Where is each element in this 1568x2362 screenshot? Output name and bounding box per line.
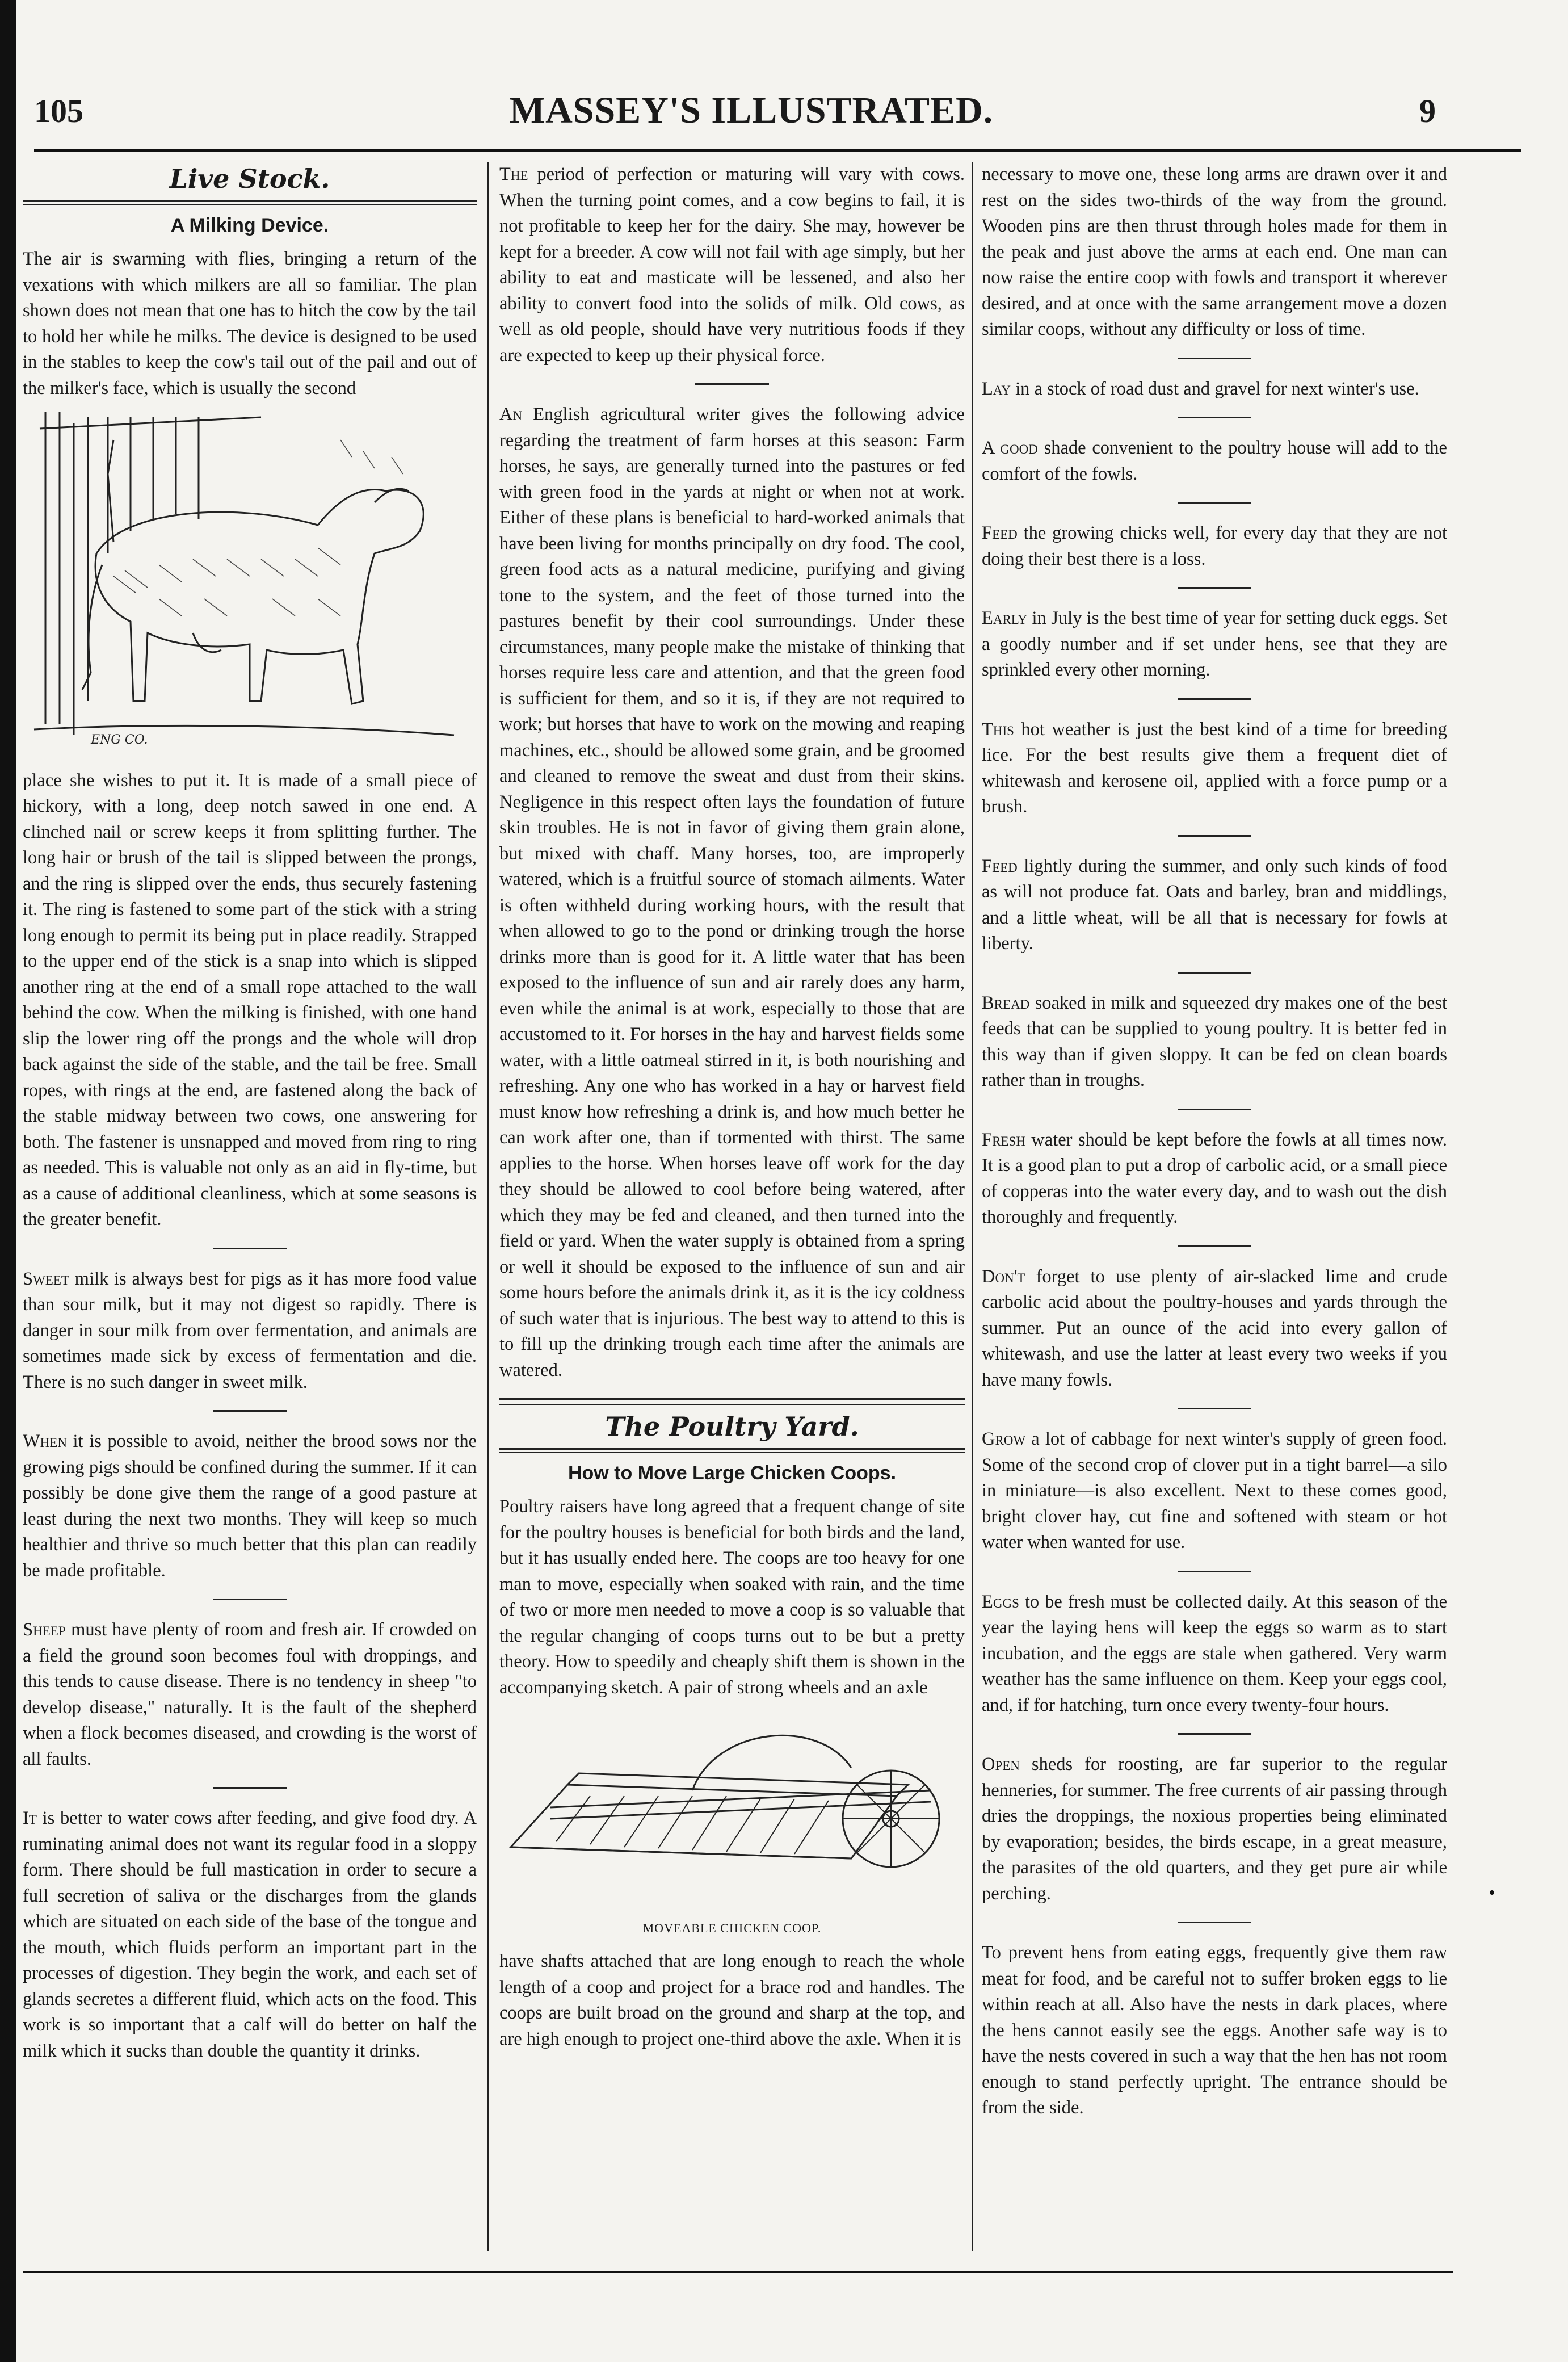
lead-word: Feed (982, 855, 1018, 876)
section-rule (23, 200, 477, 205)
paragraph: Sweet milk is always best for pigs as it has more food value than sour milk, but it may not digest so rapidly. There is danger in sour milk from over fermentation, and animals are sometimes made sick by excess of fermentation and die. There is no such danger in sweet milk. (23, 1268, 477, 1392)
lead-word: Bread (982, 992, 1030, 1013)
separator-rule (213, 1410, 287, 1412)
separator-rule (213, 1599, 287, 1600)
paragraph: Grow a lot of cabbage for next winter's supply of green food. Some of the second crop of clover put in a tight barrel—a silo in miniature—is also excellent. Next to these comes good, bright clover hay, cut fine and softened with steam or hot water when wanted for use. (982, 1429, 1447, 1553)
separator-rule (1178, 1571, 1251, 1572)
paragraph: When it is possible to avoid, neither the brood sows nor the growing pigs should be confined during the summer. If it can possibly be done give them the range of a good pasture at least during the next two months. They will keep so much healthier and thrive so much better that this plan can readily be made profitable. (23, 1431, 477, 1581)
column-rule (487, 162, 489, 2251)
lead-word: Lay (982, 378, 1011, 399)
header-rule (34, 149, 1521, 152)
column-1 (23, 162, 477, 2262)
paragraph: have shafts attached that are long enough to reach the whole length of a coop and project for a brace rod and handles. The coops are built broad on the ground and sharp at the top, and are high enough to project one-third above the axle. When it is (499, 1951, 965, 2049)
paragraph: It is better to water cows after feeding, and give food dry. A ruminating animal does not want its regular food in a sloppy form. There should be full mastication in order to secure a full secretion of saliva or the discharges from the glands which are situated on each side of the base of the tongue and the mouth, which fluids perform an important part in the processes of digestion. They begin the work, and each set of glands secretes a different fluid, which acts on the food. This work is so important that a calf will do better on half the milk which it sucks than double the quantity it drinks. (23, 1808, 477, 2061)
cow-engraving-image (23, 406, 465, 752)
article-title: How to Move Large Chicken Coops. (567, 1462, 897, 1484)
section-rule (499, 1448, 965, 1453)
paragraph: Feed lightly during the summer, and only such kinds of food as will not produce fat. Oats and barley, bran and middlings, and a little wheat, will be all that is necessary for fowls at liberty. (982, 855, 1447, 954)
lead-word: Don't (982, 1266, 1025, 1287)
separator-rule (213, 1787, 287, 1789)
lead-word: Feed (982, 523, 1018, 543)
column-3 (982, 162, 1447, 2262)
paragraph: Eggs to be fresh must be collected daily. At this season of the year the laying hens will keep the eggs so warm as to start incubation, and the eggs are stale when gathered. Very warm weather has the same influence on them. Keep your eggs cool, and, if for hatching, turn once every twenty-four hours. (982, 1591, 1447, 1715)
paragraph: Early in July is the best time of year for setting duck eggs. Set a goodly number and if set under hens, see that they are sprinkled every other morning. (982, 608, 1447, 680)
ink-speck (1490, 1890, 1494, 1895)
lead-word: Open (982, 1754, 1020, 1774)
paragraph: Fresh water should be kept before the fowls at all times now. It is a good plan to put a drop of carbolic acid, or a small piece of copperas into the water every day, and to wash out the dish thoroughly and frequently. (982, 1129, 1447, 1227)
paragraph: The air is swarming with flies, bringing a return of the vexations with which milkers are all so familiar. The plan shown does not mean that one has to hitch the cow by the tail to hold her while he milks. The device is designed to be used in the stables to keep the cow's tail out of the pail and out of the milker's face, which is usually the second (23, 249, 477, 398)
lead-word: An (499, 404, 523, 425)
paragraph: Lay in a stock of road dust and gravel for next winter's use. (982, 378, 1419, 399)
page-number-right: 9 (1419, 92, 1436, 129)
paragraph: place she wishes to put it. It is made of a small piece of hickory, with a long, deep notch sawed in one end. A clinched nail or screw keeps it from splitting further. The long hair or brush of the tail is slipped between the prongs, and the ring is slipped over the ends, thus securely fastening it. The ring is fastened to some part of the stick with a string long enough to permit its being put in place readily. Strapped to the upper end of the stick is a snap into which is slipped another ring at the end of a small rope attached to the wall behind the cow. When the milking is finished, with one hand slip the lower ring off the prongs and the whole will drop back against the side of the stable, and the tail be free. Small ropes, with rings at the end, are fastened along the back of the stable midway between two cows, one answering for both. The fastener is unsnapped and moved from ring to ring as needed. This is valuable not only as an aid in fly-time, but as a cause of additional cleanliness, which at some seasons is the greater benefit. (23, 770, 477, 1230)
column-rule (972, 162, 973, 2251)
lead-word: It (23, 1808, 37, 1828)
paragraph: Poultry raisers have long agreed that a frequent change of site for the poultry houses is beneficial for both birds and the land, but it has usually ended here. The coops are too heavy for one man to move, especially when soaked with rain, and the time of two or more men needed to move a coop is so valuable that the regular changing of coops turns out to be but a pretty theory. How to speedily and cheaply shift them is shown in the accompanying sketch. A pair of strong wheels and an axle (499, 1496, 965, 1698)
section-rule (499, 1398, 965, 1405)
chicken-coop-image (499, 1705, 948, 1904)
page-number-left: 105 (34, 92, 83, 129)
publication-title: MASSEY'S ILLUSTRATED. (509, 90, 994, 131)
separator-rule (1178, 1922, 1251, 1923)
lead-word: Grow (982, 1429, 1026, 1449)
paragraph: An English agricultural writer gives the following advice regarding the treatment of farm horses at this season: Farm horses, he says, are generally turned into the pastures or fed with green food in the yards at night or when not at work. Either of these plans is beneficial to hard-worked animals that have been living for months principally on dry food. The cool, green food acts as a natural medicine, purifying and giving tone to the system, and the feet of those turned into the pastures benefit by their cool surroundings. Under these circumstances, many people make the mistake of thinking that horses require less care and attention, and that the green food is sufficient for them, and so it is, if they are not required to work; but horses that have to work on the mowing and reaping machines, etc., should be allowed some grain, and be groomed and cleaned to remove the sweat and dust from their skins. Negligence in this respect often lays the foundation of future skin troubles. He is not in favor of giving them grain alone, but mixed with chaff. Many horses, too, are improperly watered, which is a fruitful source of stomach ailments. Water is often withheld during working hours, with the result that when allowed to go to the pond or drinking trough the horse drinks more than is good for it. A little water that has been exposed to the influence of sun and air rarely does any harm, even while the animal is at work, especially to those that are accustomed to it. For horses in the hay and harvest fields some water, with a little oatmeal stirred in it, is both nourishing and refreshing. Any one who has worked in a hay or harvest field must know how refreshing a drink is, and how much better he can work after one, than if tormented with thirst. The same applies to the horse. When horses leave off work for the day they should be allowed to cool before being watered, after which they may be fed and cleaned, and then turned into the field or yard. When the water supply is obtained from a spring or well it should be exposed to the influence of sun and air some hours before the animals drink it, as it is the icy coldness of such water that is injurious. The best way to attend to this is to fill up the drinking trough each time after the animals are watered. (499, 404, 965, 1381)
column-2 (499, 162, 965, 2262)
separator-rule (1178, 1733, 1251, 1735)
page-header (34, 85, 1436, 136)
lead-word: Fresh (982, 1129, 1025, 1150)
separator-rule (1178, 1408, 1251, 1409)
separator-rule (1178, 1109, 1251, 1110)
paragraph: Bread soaked in milk and squeezed dry makes one of the best feeds that can be supplied to young poultry. It is better fed in this way than if given sloppy. It can be fed on clean boards rather than in troughs. (982, 992, 1447, 1090)
paragraph: Sheep must have plenty of room and fresh air. If crowded on a field the ground soon becomes foul with droppings, and this tends to cause disease. There is no tendency in sheep "to develop disease," naturally. It is the fault of the shepherd when a flock becomes diseased, and crowding is the worst of all faults. (23, 1620, 477, 1769)
separator-rule (695, 383, 769, 385)
separator-rule (1178, 835, 1251, 837)
paragraph: Feed the growing chicks well, for every day that they are not doing their best there is a loss. (982, 523, 1447, 569)
lead-word: A good (982, 438, 1038, 458)
paragraph: Open sheds for roosting, are far superior to the regular henneries, for summer. The free currents of air passing through dries the droppings, the noxious properties being eliminated by evaporation; besides, the birds escape, in a great measure, the parasites of the old quarters, and they get pure air while perching. (982, 1754, 1447, 1904)
lead-word: Eggs (982, 1591, 1019, 1612)
lead-word: This (982, 719, 1014, 740)
section-heading-poultry-yard: The Poultry Yard. (605, 1411, 859, 1442)
coop-illustration (499, 1705, 965, 1941)
lead-word: Early (982, 608, 1028, 628)
separator-rule (1178, 417, 1251, 418)
cow-illustration (23, 406, 477, 760)
separator-rule (1178, 587, 1251, 589)
footer-rule (23, 2271, 1453, 2273)
separator-rule (1178, 358, 1251, 359)
paragraph: A good shade convenient to the poultry house will add to the comfort of the fowls. (982, 438, 1447, 484)
separator-rule (1178, 502, 1251, 504)
separator-rule (1178, 1245, 1251, 1247)
lead-word: The (499, 164, 528, 184)
paragraph: The period of perfection or maturing will vary with cows. When the turning point comes, and a cow begins to fail, it is not profitable to keep her for the dairy. She may, however be kept for a breeder. A cow will not fail with age simply, but her ability to eat and masticate will be lessened, and also her ability to convert food into the solids of milk. Old cows, as well as old people, should have very nutritious foods if they are expected to keep up their physical force. (499, 164, 965, 366)
article-title: A Milking Device. (170, 214, 329, 236)
paragraph: Don't forget to use plenty of air-slacked lime and crude carbolic acid about the poultry-houses and yards through the summer. Put an ounce of the acid into every gallon of whitewash, and use the latter at least every two weeks if you have many fowls. (982, 1266, 1447, 1390)
separator-rule (1178, 972, 1251, 974)
lead-word: Sweet (23, 1268, 69, 1289)
page-left-edge (0, 0, 16, 2362)
paragraph: necessary to move one, these long arms are drawn over it and rest on the sides two-thirds of the way from the ground. Wooden pins are then thrust through holes made for them in the peak and just above the arms at each end. One man can now raise the entire coop with fowls and transport it wherever desired, and at once with the same arrangement move a dozen similar coops, without any difficulty or loss of time. (982, 164, 1447, 339)
separator-rule (213, 1248, 287, 1249)
separator-rule (1178, 698, 1251, 700)
lead-word: Sheep (23, 1620, 66, 1640)
paragraph: This hot weather is just the best kind of a time for breeding lice. For the best results give them a frequent diet of whitewash and kerosene oil, applied with a force pump or a brush. (982, 719, 1447, 817)
figure-caption: MOVEABLE CHICKEN COOP. (642, 1920, 822, 1935)
paragraph: To prevent hens from eating eggs, frequently give them raw meat for food, and be careful not to suffer broken eggs to lie within reach at all. Also have the nests in dark places, where the hens cannot easily see the eggs. Another safe way is to have the nests covered in such a way that the hen has not room enough to stand perfectly upright. The entrance should be from the side. (982, 1943, 1447, 2118)
section-heading-live-stock: Live Stock. (169, 163, 330, 194)
svg-text:ENG CO.: ENG CO. (91, 733, 148, 747)
lead-word: When (23, 1431, 67, 1451)
